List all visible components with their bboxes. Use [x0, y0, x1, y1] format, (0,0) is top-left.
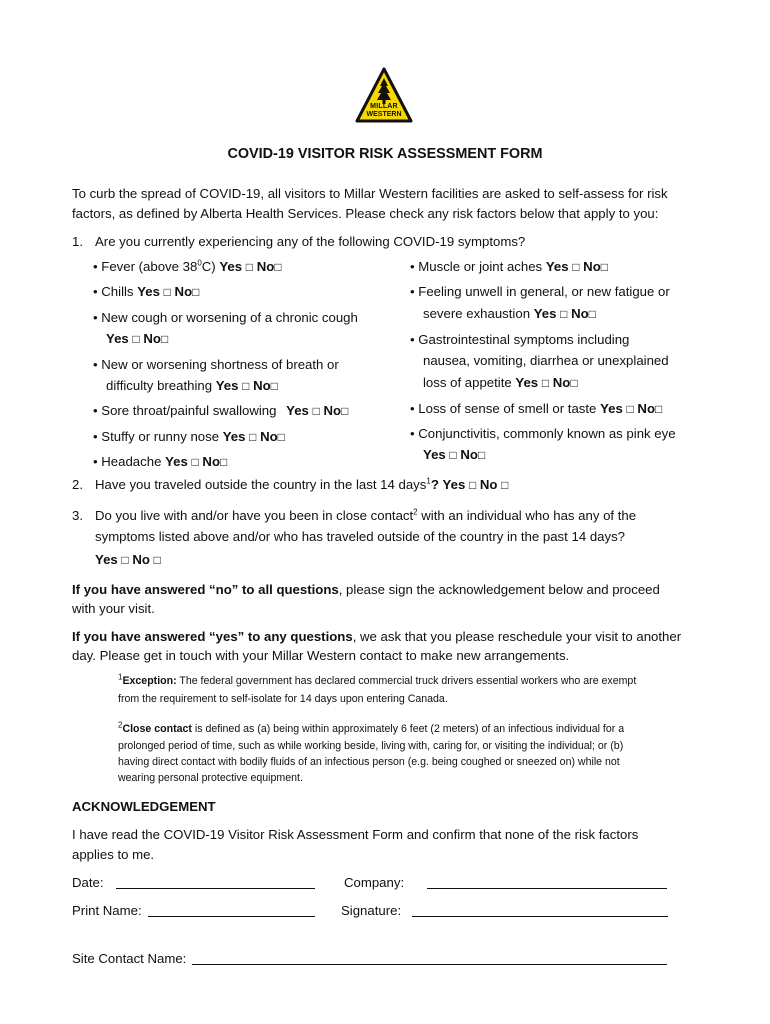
fever-yes[interactable]: Yes □: [219, 259, 254, 274]
symptom-unwell-line2: severe exhaustion Yes □ No□: [423, 306, 596, 321]
company-field[interactable]: [427, 888, 667, 889]
intro-line-1: To curb the spread of COVID-19, all visitors to Millar Western facilities are asked to self-assess for risk: [72, 186, 668, 201]
date-label: Date:: [72, 875, 104, 890]
nose-yes[interactable]: Yes □: [222, 429, 257, 444]
symptom-muscle: • Muscle or joint aches Yes □ No□: [410, 259, 609, 274]
unwell-no[interactable]: No□: [571, 306, 596, 321]
logo-text-western: WESTERN: [366, 111, 402, 118]
gi-yes[interactable]: Yes □: [515, 375, 550, 390]
symptom-gi-line3: loss of appetite Yes □ No□: [423, 375, 578, 390]
symptom-conjunctivitis: • Conjunctivitis, commonly known as pink eye: [410, 426, 676, 441]
q2-text: Have you traveled outside the country in the last 14 days$^1$? Yes □ No □: [95, 476, 509, 492]
conjunctivitis-yes[interactable]: Yes □: [423, 447, 457, 462]
conjunctivitis-no[interactable]: No□: [460, 447, 486, 462]
chills-yes[interactable]: Yes □: [137, 284, 171, 299]
gi-no[interactable]: No□: [552, 375, 578, 390]
symptom-fever: • Fever (above $38^0C$) Yes □ No□: [93, 258, 282, 274]
footnote-close-contact-line4: wearing personal protective equipment.: [118, 772, 303, 784]
q3-no[interactable]: No □: [132, 552, 161, 567]
symptom-gi: • Gastrointestinal symptoms including: [410, 332, 630, 347]
site-contact-field[interactable]: [192, 964, 667, 965]
symptom-conjunctivitis-answers: [423, 445, 485, 465]
muscle-no[interactable]: No□: [583, 259, 609, 274]
if-yes-line2: day. Please get in touch with your Millar Western contact to make new arrangements.: [72, 648, 570, 663]
print-name-field[interactable]: [148, 916, 315, 917]
cough-yes[interactable]: Yes □: [106, 331, 140, 346]
ack-line-2: applies to me.: [72, 847, 155, 862]
q2-no[interactable]: No □: [479, 477, 509, 492]
symptom-nose: • Stuffy or runny nose Yes □ No□: [93, 429, 285, 444]
signature-label: Signature:: [341, 903, 402, 918]
site-contact-label: Site Contact Name:: [72, 951, 187, 966]
headache-yes[interactable]: Yes □: [165, 454, 199, 469]
company-logo: [354, 66, 414, 124]
q2-number: 2.: [72, 477, 83, 492]
page-title: COVID-19 VISITOR RISK ASSESSMENT FORM: [227, 146, 543, 162]
throat-yes[interactable]: Yes □: [286, 403, 320, 418]
q3-text-line2: symptoms listed above and/or who has traveled outside of the country in the past 14 days?: [95, 529, 626, 544]
breath-no[interactable]: No□: [253, 378, 278, 393]
intro-line-2: factors, as defined by Alberta Health Services. Please check any risk factors below that apply to you:: [72, 206, 659, 221]
smell-yes[interactable]: Yes □: [600, 401, 634, 416]
footnote-close-contact: $^2$Close contact is defined as (a) being within approximately 6 feet (2 meters) of an infectious individual for a: [118, 720, 625, 735]
footnote-exception: $^1$Exception: The federal government has declared commercial truck drivers essential workers who are exempt: [118, 672, 637, 687]
symptom-breath-line2: difficulty breathing Yes □ No□: [106, 378, 278, 393]
q1-text: Are you currently experiencing any of the following COVID-19 symptoms?: [95, 234, 526, 249]
symptom-unwell: • Feeling unwell in general, or new fatigue or: [410, 284, 670, 299]
symptom-gi-line2: nausea, vomiting, diarrhea or unexplained: [423, 353, 669, 368]
company-label: Company:: [344, 875, 405, 890]
symptom-chills: • Chills Yes □ No□: [93, 284, 200, 299]
logo-text-millar: MILLAR: [370, 103, 398, 110]
ack-line-1: I have read the COVID-19 Visitor Risk Assessment Form and confirm that none of the risk factors: [72, 827, 639, 842]
if-yes-paragraph: If you have answered “yes” to any questions, we ask that you please reschedule your visit to another: [72, 629, 682, 644]
symptom-headache: • Headache Yes □ No□: [93, 454, 228, 469]
symptom-breath: • New or worsening shortness of breath or: [93, 357, 339, 372]
footnote-close-contact-line2: prolonged period of time, such as while working beside, living with, caring for, or visiting the individual; or (b): [118, 740, 624, 752]
unwell-yes[interactable]: Yes □: [533, 306, 568, 321]
if-no-paragraph: If you have answered “no” to all questions, please sign the acknowledgement below and proceed: [72, 582, 660, 597]
q3-yes[interactable]: Yes □: [95, 552, 129, 567]
symptom-cough: • New cough or worsening of a chronic cough: [93, 310, 358, 325]
throat-no[interactable]: No□: [323, 403, 349, 418]
q3-number: 3.: [72, 508, 83, 523]
chills-no[interactable]: No□: [174, 284, 200, 299]
ack-heading: ACKNOWLEDGEMENT: [72, 799, 216, 814]
symptom-throat: • Sore throat/painful swallowing Yes □ No□: [93, 403, 349, 418]
print-name-label: Print Name:: [72, 903, 142, 918]
muscle-yes[interactable]: Yes □: [545, 259, 580, 274]
if-no-line2: with your visit.: [72, 601, 155, 616]
fever-no[interactable]: No□: [256, 259, 282, 274]
q1-number: 1.: [72, 234, 83, 249]
nose-no[interactable]: No□: [260, 429, 285, 444]
footnote-exception-line2: from the requirement to self-isolate for 14 days upon entering Canada.: [118, 693, 448, 705]
cough-no[interactable]: No□: [143, 331, 169, 346]
headache-no[interactable]: No□: [202, 454, 228, 469]
smell-no[interactable]: No□: [637, 401, 663, 416]
q3-answers: [95, 550, 161, 570]
signature-field[interactable]: [412, 916, 668, 917]
symptom-smell: • Loss of sense of smell or taste Yes □ No□: [410, 401, 663, 416]
breath-yes[interactable]: Yes □: [215, 378, 250, 393]
q3-text: Do you live with and/or have you been in close contact$^2$ with an individual who has any of the: [95, 507, 637, 523]
q2-yes[interactable]: Yes □: [442, 477, 477, 492]
footnote-close-contact-line3: having direct contact with bodily fluids of an infectious person (e.g. being coughed or sneezed on) while not: [118, 756, 620, 768]
date-field[interactable]: [116, 888, 315, 889]
symptom-cough-answers: [106, 329, 168, 349]
